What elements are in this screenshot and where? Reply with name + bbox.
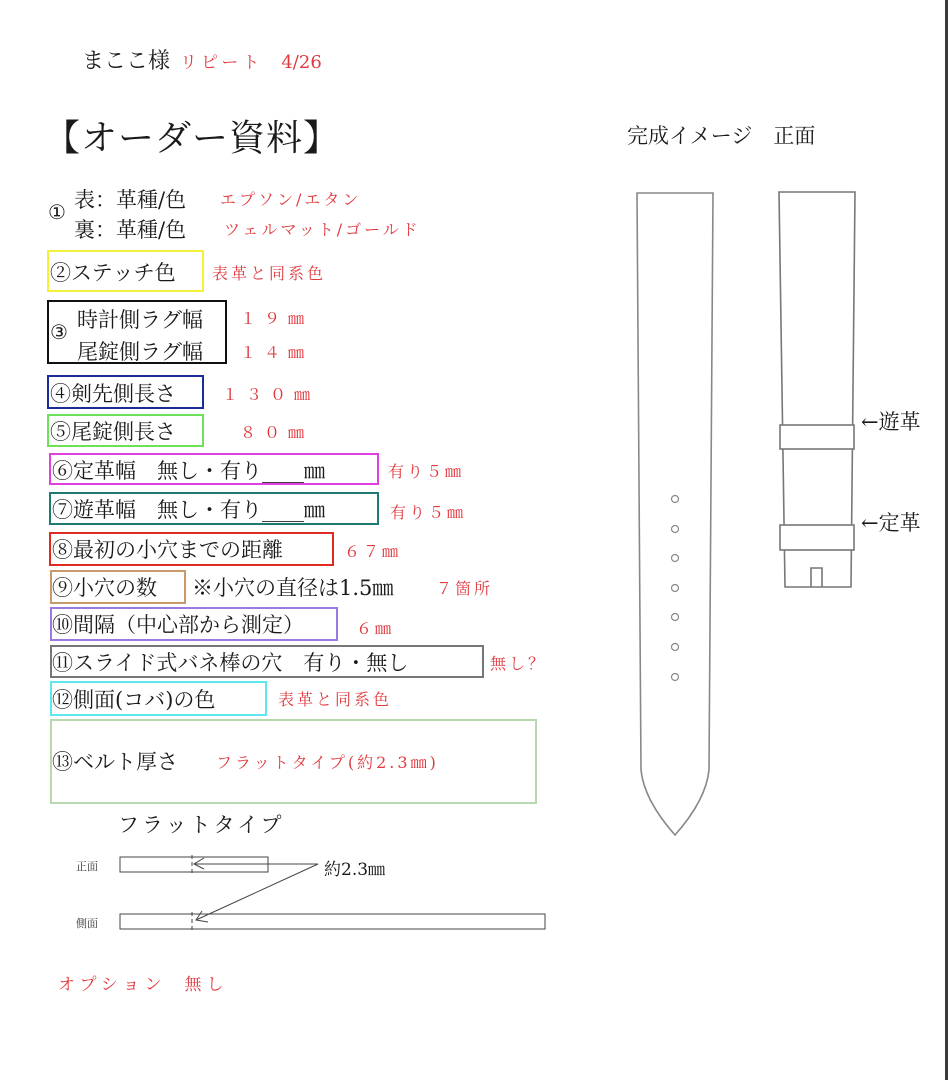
item-7-label: ⑦遊革幅 無し・有り____㎜ <box>52 498 325 522</box>
item-1-label-front: 表：革種/色 <box>74 188 187 212</box>
item-4-label: ④剣先側長さ <box>50 382 176 406</box>
item-3-value-buckle: １４㎜ <box>240 343 313 362</box>
thickness-diagram-title: フラットタイプ <box>118 813 285 837</box>
loop-band <box>780 425 854 449</box>
option-value: 無し <box>184 975 229 995</box>
order-date: 4/26 <box>281 52 322 73</box>
long-strap-drawing <box>637 193 713 835</box>
item-1-value-front: エプソン/エタン <box>220 190 362 209</box>
item-3-number: ③ <box>50 320 68 344</box>
loop-label: ←遊革 <box>861 410 921 434</box>
item-4-value: １３０㎜ <box>222 385 319 404</box>
item-1-value-back: ツェルマット/ゴールド <box>224 220 421 239</box>
item-11-label: ⑪スライド式バネ棒の穴 有り・無し <box>52 651 409 675</box>
option-line <box>58 970 228 995</box>
item-5-value: ８０㎜ <box>240 423 313 442</box>
item-9-label: ⑨小穴の数 <box>52 576 157 600</box>
item-8-label: ⑧最初の小穴までの距離 <box>52 538 283 562</box>
item-1-label-back: 裏：革種/色 <box>74 218 187 242</box>
keeper-label: ←定革 <box>861 511 921 535</box>
item-13-label: ⑬ベルト厚さ <box>52 750 178 774</box>
side-view-label: 側面 <box>76 917 98 930</box>
item-6-label: ⑥定革幅 無し・有り____㎜ <box>52 459 325 483</box>
item-9-note: ※小穴の直径は1.5㎜ <box>192 576 394 600</box>
thickness-diagram <box>120 855 545 931</box>
item-3-label-buckle: 尾錠側ラグ幅 <box>77 340 203 364</box>
item-5-label: ⑤尾錠側長さ <box>50 420 176 444</box>
item-8-value: ６７㎜ <box>344 542 402 561</box>
item-2-label: ②ステッチ色 <box>50 261 176 285</box>
item-1-number: ① <box>48 200 66 224</box>
side-bar <box>120 914 545 929</box>
item-13-value: フラットタイプ(約2.3㎜) <box>216 753 439 772</box>
item-11-value: 無し？ <box>490 654 548 673</box>
item-7-value: 有り５㎜ <box>390 503 467 522</box>
preview-title: 完成イメージ 正面 <box>627 124 816 148</box>
page-title: 【オーダー資料】 <box>44 118 341 159</box>
item-3-label-watch: 時計側ラグ幅 <box>77 308 203 332</box>
item-3-value-watch: １９㎜ <box>240 309 313 328</box>
item-6-value: 有り５㎜ <box>388 462 465 481</box>
item-10-value: ６㎜ <box>356 619 395 638</box>
strap-holes <box>672 496 679 681</box>
customer-name: まここ様 <box>82 49 171 74</box>
short-strap-drawing <box>779 192 855 587</box>
item-9-value: ７箇所 <box>436 579 494 598</box>
item-2-value: 表革と同系色 <box>212 264 327 283</box>
item-12-value: 表革と同系色 <box>278 690 393 709</box>
item-12-label: ⑫側面(コバ)の色 <box>52 688 216 712</box>
option-label: オプション <box>58 975 167 995</box>
item-10-label: ⑩間隔（中心部から測定） <box>52 613 304 637</box>
front-view-label: 正面 <box>76 860 98 873</box>
repeat-tag: リピート <box>180 53 264 73</box>
thickness-dimension-label: 約2.3㎜ <box>324 860 386 880</box>
buckle-notch <box>811 568 822 587</box>
keeper-band <box>780 525 854 550</box>
